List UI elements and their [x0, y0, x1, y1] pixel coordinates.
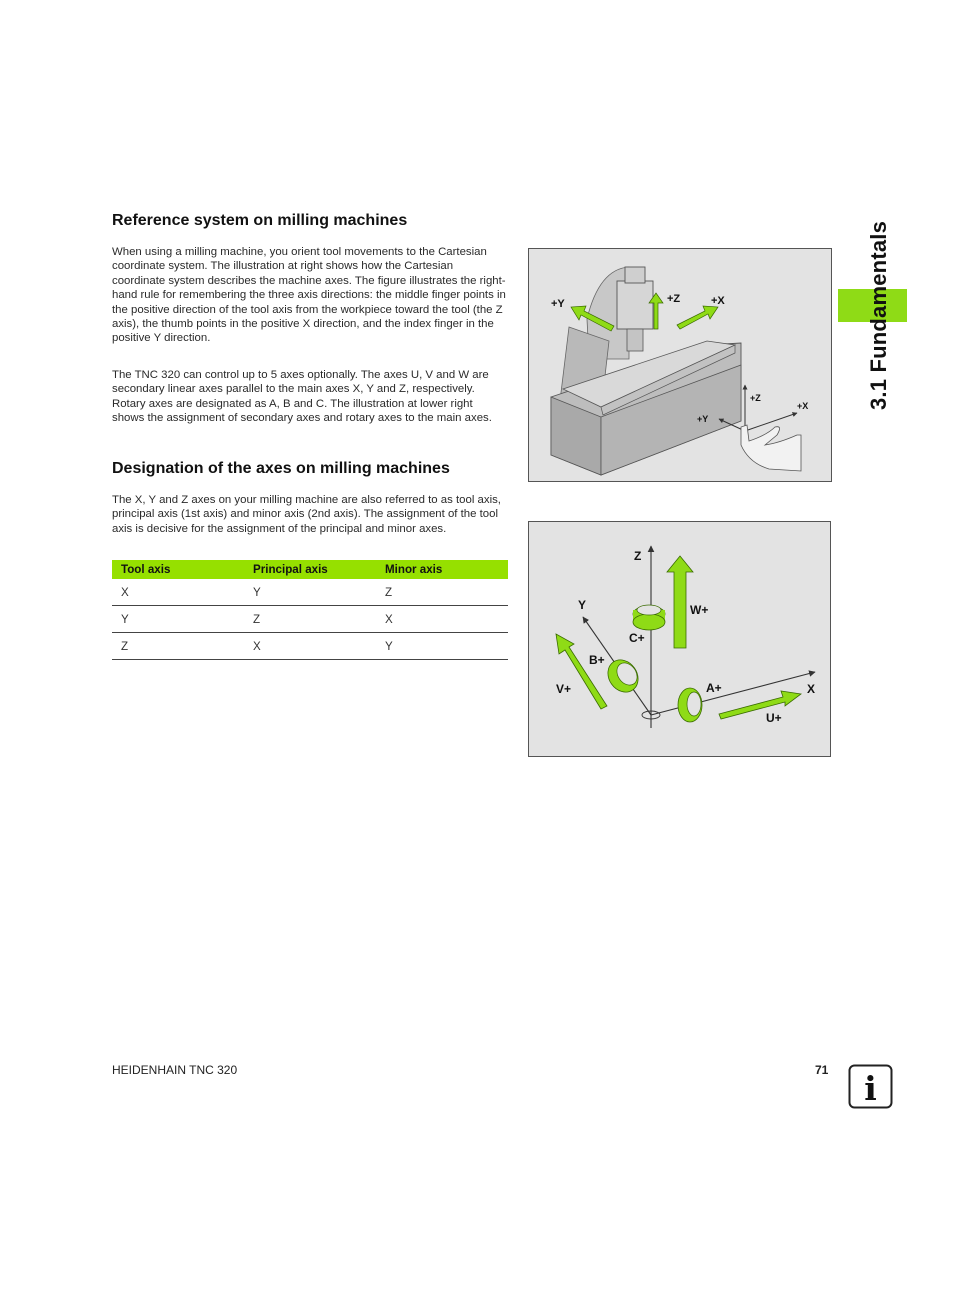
table-cell: Z — [376, 579, 508, 606]
table-cell: Z — [112, 633, 244, 660]
label-x: X — [807, 682, 816, 696]
spindle-head — [617, 281, 653, 329]
v-plus-arrow — [556, 634, 607, 709]
table-row — [112, 606, 508, 633]
label-plus-y: +Y — [551, 298, 565, 310]
section-heading-reference: Reference system on milling machines — [112, 212, 408, 229]
table-cell: Z — [244, 606, 376, 633]
table-cell: Y — [376, 633, 508, 660]
hand-x-axis — [745, 413, 797, 431]
right-hand — [741, 425, 801, 471]
label-plus-z: +Z — [667, 293, 681, 305]
table-row — [112, 633, 508, 660]
u-plus-arrow — [719, 691, 801, 719]
label-w-plus: W+ — [690, 603, 709, 617]
plus-x-arrow — [677, 306, 718, 329]
table-cell: X — [112, 579, 244, 606]
label-u-plus: U+ — [766, 711, 782, 725]
w-plus-arrow — [667, 556, 693, 648]
table-row — [112, 579, 508, 606]
axes-assignment-figure — [528, 521, 831, 757]
label-z: Z — [634, 549, 642, 563]
section-heading-designation: Designation of the axes on milling machines — [112, 460, 450, 477]
axes-assignment-illustration — [529, 522, 830, 756]
section-side-title-text: 3.1 Fundamentals — [866, 220, 891, 410]
hand-label-plus-y: +Y — [697, 414, 709, 424]
label-plus-x: +X — [711, 295, 725, 307]
column-header-tool-axis: Tool axis — [112, 560, 244, 579]
table-header-row — [112, 560, 508, 579]
table-cell: Y — [112, 606, 244, 633]
info-icon — [848, 1064, 893, 1109]
column-header-minor-axis: Minor axis — [376, 560, 508, 579]
designation-paragraph: The X, Y and Z axes on your milling machine are also referred to as tool axis, principal axis (1st axis) and minor axis (2nd axis). The assignment of the tool axis is decisive for the assignment of the principal and minor axes. — [112, 494, 501, 535]
label-a-plus: A+ — [706, 681, 722, 695]
reference-paragraph-1: When using a milling machine, you orient tool movements to the Cartesian coordinate system. The illustration at right shows how the Cartesian coordinate system describes the machine axes. The figure illustrates the right-hand rule for remembering the three axis directions: the middle finger points in the positive direction of the tool axis from the workpiece toward the tool (the Z axis), the thumb points in the positive X direction, and the index finger in the positive Y direction. — [112, 246, 506, 345]
hand-label-plus-z: +Z — [750, 393, 761, 403]
hand-label-plus-x: +X — [797, 401, 809, 411]
milling-machine-illustration — [529, 249, 831, 481]
table-cell: Y — [244, 579, 376, 606]
info-icon-letter: i — [864, 1069, 877, 1108]
reference-paragraph-2: The TNC 320 can control up to 5 axes optionally. The axes U, V and W are secondary linear axes parallel to the main axes X, Y and Z, respectively. Rotary axes are designated as A, B and C. The illustration at lower right shows the assignment of secondary axes and rotary axes to the main axes. — [112, 369, 492, 425]
axis-assignment-table — [112, 560, 508, 660]
column-header-principal-axis: Principal axis — [244, 560, 376, 579]
label-v-plus: V+ — [556, 682, 572, 696]
milling-machine-figure — [528, 248, 832, 482]
footer-manual-name: HEIDENHAIN TNC 320 — [112, 1063, 238, 1077]
label-c-plus: C+ — [629, 631, 645, 645]
spindle — [627, 329, 643, 351]
table-cell: X — [376, 606, 508, 633]
label-y: Y — [578, 598, 587, 612]
label-b-plus: B+ — [589, 653, 605, 667]
table-cell: X — [244, 633, 376, 660]
page-number: 71 — [815, 1063, 829, 1077]
